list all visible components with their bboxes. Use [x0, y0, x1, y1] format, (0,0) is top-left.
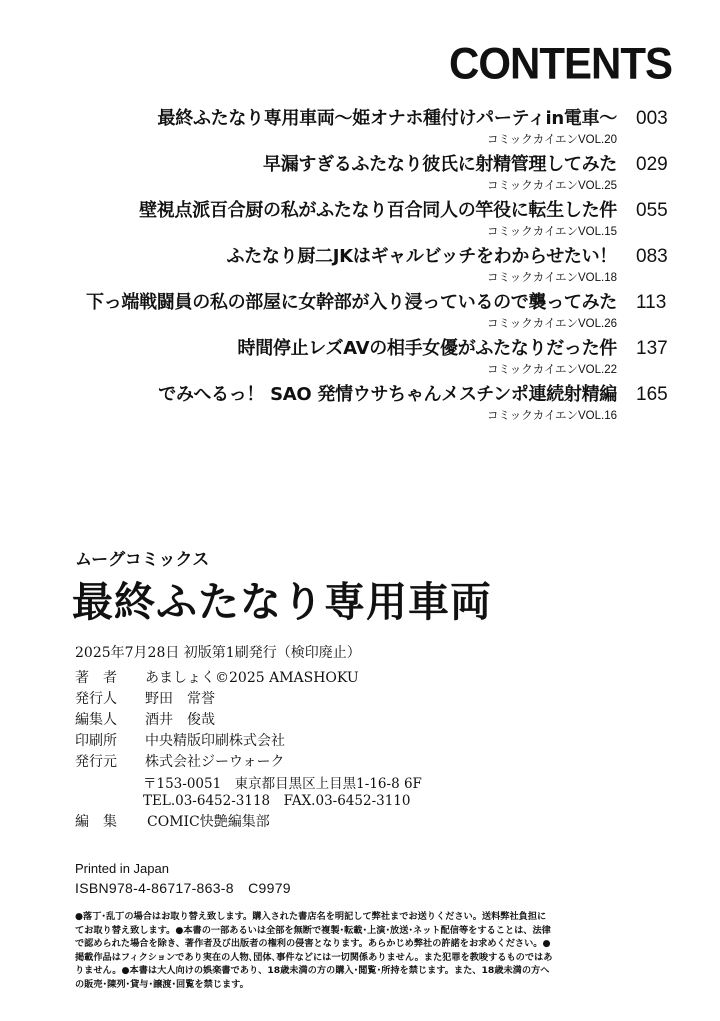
- credit-row: [75, 731, 359, 752]
- credit-key: 印刷所: [75, 733, 117, 749]
- credit-row: [75, 752, 359, 773]
- toc-entry: [0, 384, 720, 430]
- toc-entry: [0, 292, 720, 338]
- toc-title: ふたなり厨二JKはギャルビッチをわからせたい！: [226, 246, 617, 267]
- toc-entry: [0, 108, 720, 154]
- credit-row: [75, 689, 359, 710]
- toc-source: コミックカイエンVOL.15: [487, 226, 617, 238]
- credit-row: [75, 710, 359, 731]
- credit-key: 著 者: [75, 670, 117, 686]
- credits: [75, 668, 359, 773]
- isbn: ISBN978-4-86717-863-8 C9979: [75, 880, 291, 896]
- toc-entry: [0, 154, 720, 200]
- credit-key: 発行人: [75, 691, 117, 707]
- credit-key: 編 集: [75, 814, 117, 830]
- legal-notice: ●落丁･乱丁の場合はお取り替え致します。購入された書店名を明記して弊社までお送りください。送料弊社負担にてお取り替え致します。●本書の一部あるいは全部を無断で複製･転載･上演･放送･ネット配信等をすることは、法律で認められた場合を除き、著作者及び出版者の権利の侵害となります。あらかじめ弊社の許諾をお求めください。●掲載作品はフィクションであり実在の人物､団体､事件などには一切関係ありません。また犯罪を教唆するものではありません。●本書は大人向けの娯楽書であり、18歳未満の方の購入･閲覧･所持を禁じます。また、18歳未満の方への販売･陳列･貸与･譲渡･回覧を禁じます。: [75, 911, 553, 990]
- toc-source: コミックカイエンVOL.20: [487, 134, 617, 146]
- credit-value: 野田 常誉: [145, 691, 215, 707]
- toc-page: 113: [636, 292, 667, 313]
- toc-page: 029: [636, 154, 668, 175]
- toc-source: コミックカイエンVOL.25: [487, 180, 617, 192]
- toc-page: 003: [636, 108, 668, 129]
- toc-page: 165: [636, 384, 668, 405]
- toc-page: 055: [636, 200, 668, 221]
- toc-source: コミックカイエンVOL.16: [487, 410, 617, 422]
- credit-value: 酒井 俊哉: [145, 712, 215, 728]
- credit-value: 中央精版印刷株式会社: [145, 733, 285, 749]
- contents-heading: CONTENTS: [449, 38, 672, 89]
- toc-title: 早漏すぎるふたなり彼氏に射精管理してみた: [263, 154, 617, 175]
- toc-entry: [0, 338, 720, 384]
- toc-title: 壁視点派百合厨の私がふたなり百合同人の竿役に転生した件: [139, 200, 617, 221]
- toc-source: コミックカイエンVOL.22: [487, 364, 617, 376]
- publication-date: 2025年7月28日 初版第1刷発行（検印廃止）: [75, 645, 361, 661]
- credit-key: 発行元: [75, 754, 117, 770]
- credit-value: 株式会社ジーウォーク: [145, 754, 285, 770]
- book-title: 最終ふたなり専用車両: [72, 578, 492, 626]
- credit-value: COMIC快艶編集部: [147, 814, 270, 830]
- toc-source: コミックカイエンVOL.26: [487, 318, 617, 330]
- credit-value: あましょく©2025 AMASHOKU: [145, 670, 359, 686]
- toc-page: 137: [636, 338, 668, 359]
- toc-entry: [0, 246, 720, 292]
- table-of-contents: [0, 108, 720, 430]
- credit-row: [75, 668, 359, 689]
- toc-title: 下っ端戦闘員の私の部屋に女幹部が入り浸っているので襲ってみた: [86, 292, 617, 313]
- imprint-label: ムーグコミックス: [75, 550, 210, 570]
- toc-source: コミックカイエンVOL.18: [487, 272, 617, 284]
- editor-row: [75, 813, 270, 831]
- toc-title: 最終ふたなり専用車両〜姫オナホ種付けパーティin電車〜: [157, 108, 617, 129]
- credit-key: 編集人: [75, 712, 117, 728]
- toc-title: でみへるっ！ SAO 発情ウサちゃんメスチンポ連続射精編: [158, 384, 617, 405]
- toc-page: 083: [636, 246, 668, 267]
- toc-title: 時間停止レズAVの相手女優がふたなりだった件: [237, 338, 617, 359]
- address: 〒153-0051 東京都目黒区上目黒1-16-8 6F: [143, 776, 422, 792]
- publisher-address: [143, 776, 422, 810]
- toc-entry: [0, 200, 720, 246]
- phone-fax: TEL.03-6452-3118 FAX.03-6452-3110: [143, 793, 411, 809]
- printed-in: Printed in Japan: [75, 861, 169, 876]
